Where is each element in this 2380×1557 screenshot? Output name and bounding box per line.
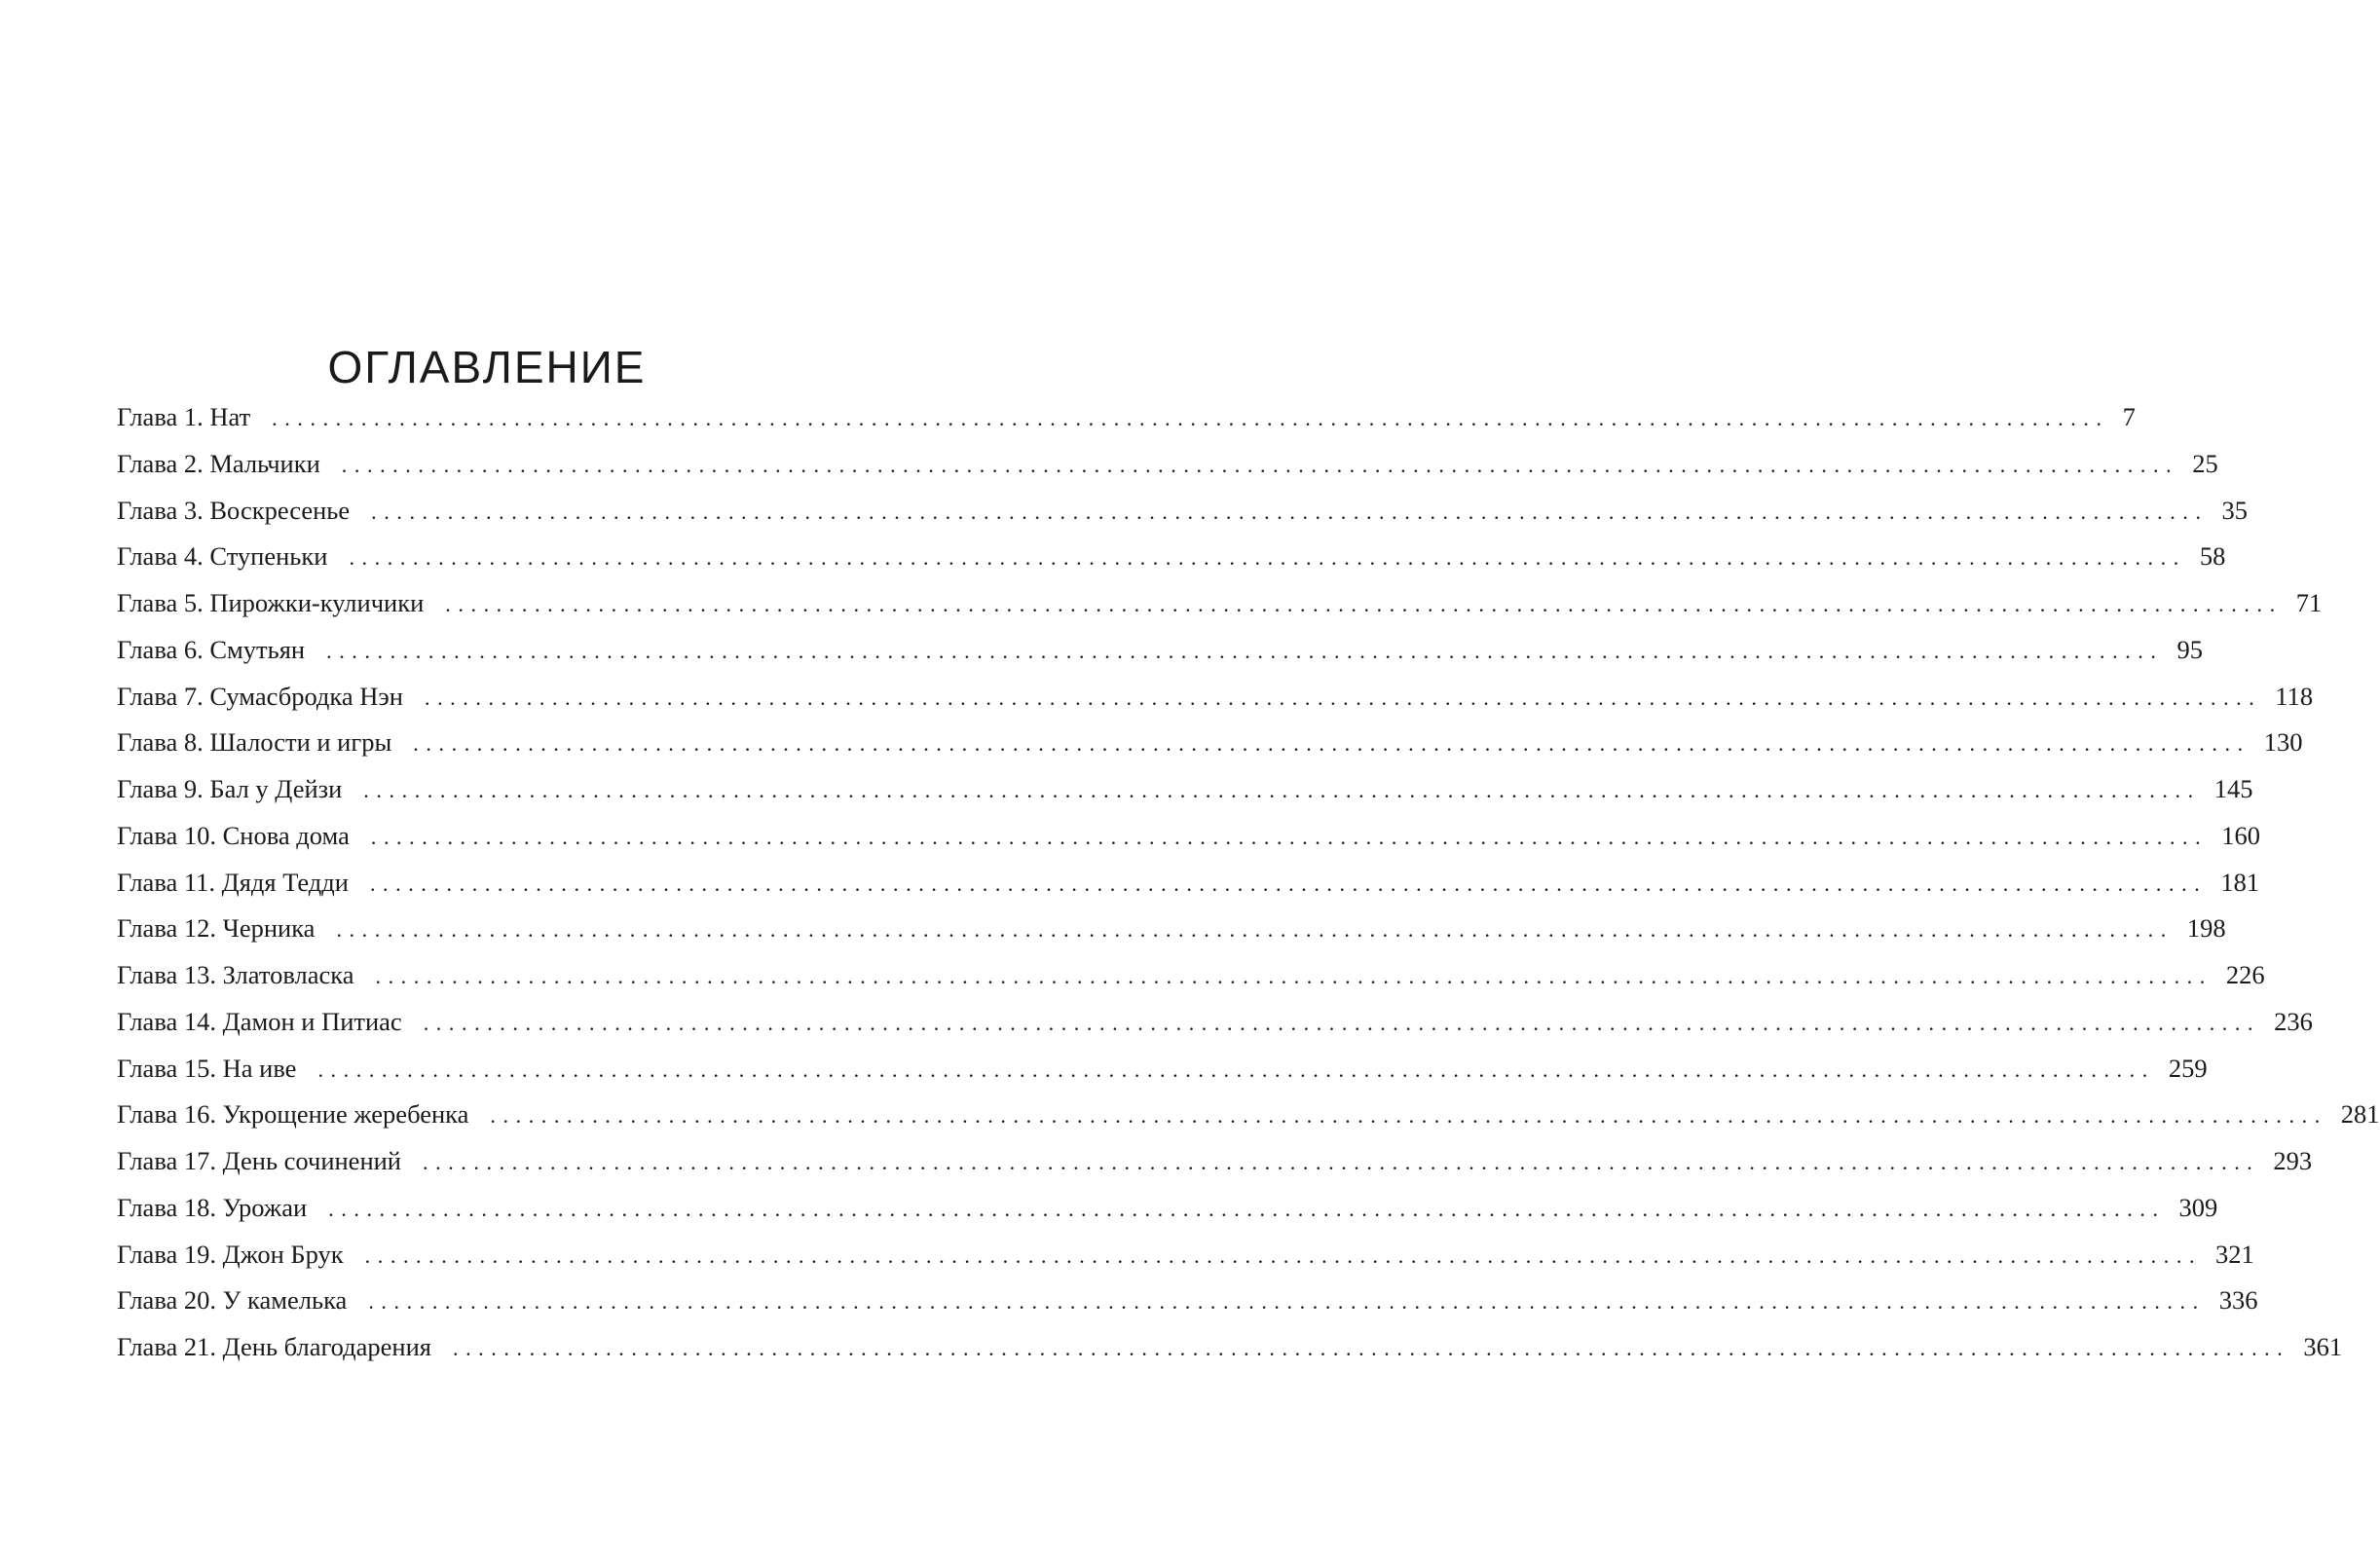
toc-entry[interactable] <box>117 580 2323 627</box>
page-number: 336 <box>2218 1285 2258 1316</box>
chapter-title: Глава 7. Сумасбродка Нэн <box>117 681 403 711</box>
dot-leader: ................................................................................................................................................ <box>490 1103 2327 1129</box>
page-number: 145 <box>2213 774 2253 803</box>
page-number: 35 <box>2221 495 2249 525</box>
dot-leader: ................................................................................................................................................ <box>413 731 2250 757</box>
page-number: 281 <box>2340 1099 2380 1130</box>
toc-entry[interactable] <box>117 999 2313 1046</box>
page-number: 226 <box>2225 960 2265 989</box>
dot-leader: ................................................................................................................................................ <box>423 1150 2260 1174</box>
table-of-contents <box>117 394 2380 1371</box>
dot-leader: ................................................................................................................................................ <box>349 545 2186 571</box>
page-number: 71 <box>2295 588 2323 617</box>
dot-leader: ................................................................................................................................................ <box>328 1196 2166 1221</box>
dot-leader: ................................................................................................................................................ <box>272 406 2109 430</box>
toc-entry[interactable] <box>117 813 2261 860</box>
dot-leader: ................................................................................................................................................ <box>375 964 2213 988</box>
toc-entry[interactable] <box>117 906 2226 952</box>
chapter-title: Глава 2. Мальчики <box>117 448 320 478</box>
page-number: 25 <box>2192 448 2218 478</box>
chapter-title: Глава 11. Дядя Тедди <box>117 867 349 897</box>
toc-entry[interactable] <box>117 766 2253 813</box>
dot-leader: ................................................................................................................................................ <box>336 917 2174 943</box>
chapter-title: Глава 3. Воскресенье <box>117 495 351 525</box>
dot-leader: ................................................................................................................................................ <box>317 1057 2155 1082</box>
toc-entry[interactable] <box>117 1278 2258 1324</box>
dot-leader: ................................................................................................................................................ <box>368 1289 2206 1315</box>
page-number: 361 <box>2303 1332 2343 1361</box>
page-number: 95 <box>2176 634 2204 664</box>
page-number: 293 <box>2273 1146 2313 1175</box>
chapter-title: Глава 1. Нат <box>117 402 251 431</box>
chapter-title: Глава 20. У камелька <box>117 1285 348 1316</box>
chapter-title: Глава 10. Снова дома <box>117 820 350 850</box>
chapter-title: Глава 15. На иве <box>117 1053 297 1083</box>
page-number: 198 <box>2186 913 2226 944</box>
page-number: 309 <box>2178 1192 2218 1222</box>
dot-leader: ................................................................................................................................................ <box>424 685 2262 710</box>
chapter-title: Глава 8. Шалости и игры <box>117 727 392 758</box>
toc-entry[interactable] <box>117 394 2136 441</box>
dot-leader: ................................................................................................................................................ <box>369 871 2208 896</box>
toc-entry[interactable] <box>117 488 2249 535</box>
toc-entry[interactable] <box>117 1046 2208 1093</box>
toc-entry[interactable] <box>117 952 2265 999</box>
dot-leader: ................................................................................................................................................ <box>370 824 2209 849</box>
chapter-title: Глава 16. Укрощение жеребенка <box>117 1099 469 1130</box>
toc-entry[interactable] <box>117 1185 2218 1232</box>
chapter-title: Глава 14. Дамон и Питиас <box>117 1006 402 1036</box>
chapter-title: Глава 18. Урожаи <box>117 1192 308 1222</box>
toc-entry[interactable] <box>117 1324 2343 1371</box>
page-number: 259 <box>2168 1053 2208 1083</box>
page-number: 160 <box>2221 820 2261 850</box>
page-number: 321 <box>2215 1239 2254 1269</box>
chapter-title: Глава 21. День благодарения <box>117 1332 431 1361</box>
toc-entry[interactable] <box>117 1138 2313 1185</box>
dot-leader: ................................................................................................................................................ <box>363 778 2201 802</box>
chapter-title: Глава 9. Бал у Дейзи <box>117 774 343 803</box>
dot-leader: ................................................................................................................................................ <box>371 499 2209 524</box>
page-number: 7 <box>2122 402 2136 431</box>
toc-entry[interactable] <box>117 674 2314 721</box>
chapter-title: Глава 19. Джон Брук <box>117 1239 344 1269</box>
chapter-title: Глава 4. Ступеньки <box>117 541 328 572</box>
toc-entry[interactable] <box>117 1232 2254 1279</box>
page-number: 118 <box>2275 681 2314 711</box>
chapter-title: Глава 13. Златовласка <box>117 960 354 989</box>
chapter-title: Глава 12. Черника <box>117 913 316 944</box>
dot-leader: ................................................................................................................................................ <box>423 1010 2261 1035</box>
page-number: 181 <box>2220 867 2260 897</box>
dot-leader: ................................................................................................................................................ <box>445 592 2283 616</box>
page-number: 58 <box>2199 541 2226 572</box>
toc-entry[interactable] <box>117 627 2204 674</box>
chapter-title: Глава 5. Пирожки-куличики <box>117 588 425 617</box>
dot-leader: ................................................................................................................................................ <box>326 638 2164 663</box>
dot-leader: ................................................................................................................................................ <box>364 1242 2203 1268</box>
chapter-title: Глава 17. День сочинений <box>117 1146 401 1175</box>
toc-entry[interactable] <box>117 1092 2380 1138</box>
toc-entry[interactable] <box>117 720 2303 766</box>
page-title: ОГЛАВЛЕНИЕ <box>327 341 647 392</box>
dot-leader: ................................................................................................................................................ <box>341 452 2179 477</box>
toc-entry[interactable] <box>117 860 2260 907</box>
page-number: 130 <box>2263 727 2303 758</box>
toc-entry[interactable] <box>117 534 2226 580</box>
dot-leader: ................................................................................................................................................ <box>452 1336 2290 1360</box>
page-number: 236 <box>2274 1006 2313 1036</box>
chapter-title: Глава 6. Смутьян <box>117 634 306 664</box>
toc-entry[interactable] <box>117 441 2218 488</box>
